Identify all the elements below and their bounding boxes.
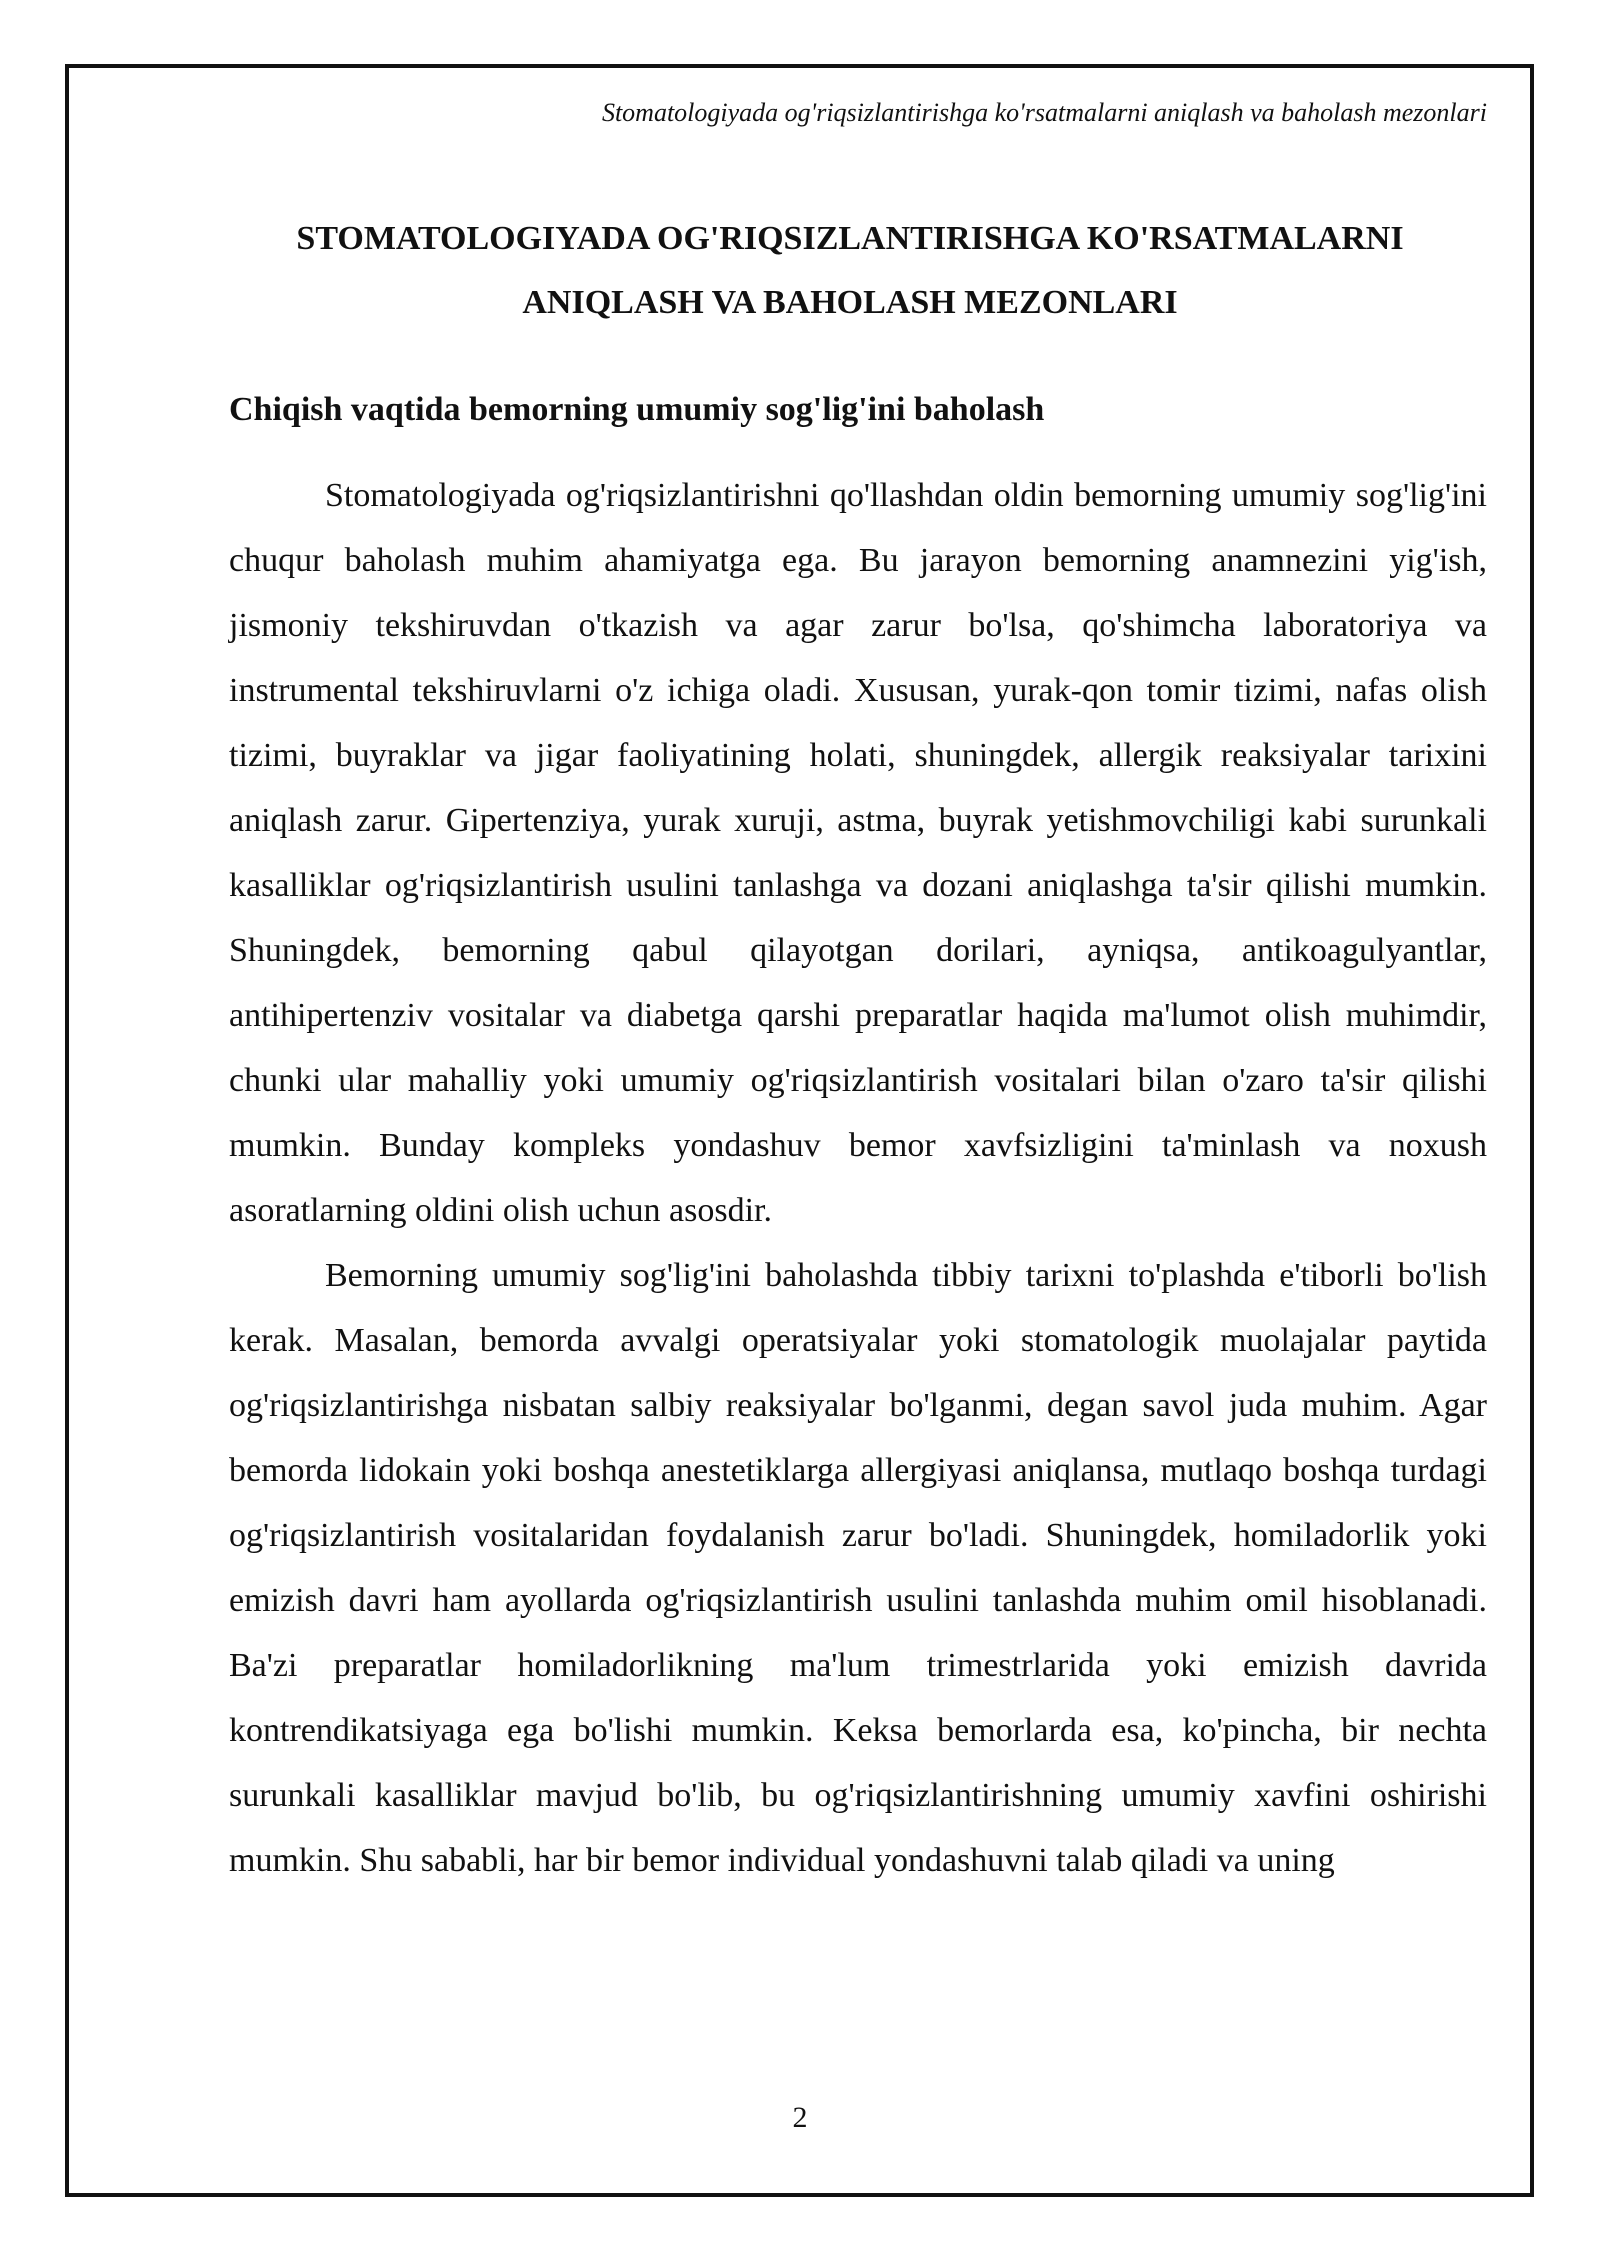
body-text bbox=[229, 463, 1487, 1893]
document-title bbox=[215, 207, 1485, 335]
paragraph: Bemorning umumiy sog'lig'ini baholashda tibbiy tarixni to'plashda e'tiborli bo'lish kerak. Masalan, bemorda avvalgi operatsiyalar yoki stomatologik muolajalar paytida og'riqsizlantirishga nisbatan salbiy reaksiyalar bo'lganmi, degan savol juda muhim. Agar bemorda lidokain yoki boshqa anestetiklarga allergiyasi aniqlansa, mutlaqo boshqa turdagi og'riqsizlantirish vositalaridan foydalanish zarur bo'ladi. Shuningdek, homiladorlik yoki emizish davri ham ayollarda og'riqsizlantirish usulini tanlashda muhim omil hisoblanadi. Ba'zi preparatlar homiladorlikning ma'lum trimestrlarida yoki emizish davrida kontrendikatsiyaga ega bo'lishi mumkin. Keksa bemorlarda esa, ko'pincha, bir nechta surunkali kasalliklar mavjud bo'lib, bu og'riqsizlantirishning umumiy xavfini oshirishi mumkin. Shu sababli, har bir bemor individual yondashuvni talab qiladi va uning bbox=[229, 1257, 1487, 1879]
document-title-line-1: STOMATOLOGIYADA OG'RIQSIZLANTIRISHGA KO'RSATMALARNI bbox=[296, 220, 1404, 257]
running-header: Stomatologiyada og'riqsizlantirishga ko'rsatmalarni aniqlash va baholash mezonlari bbox=[601, 98, 1487, 127]
page-number: 2 bbox=[792, 2101, 808, 2134]
paragraph: Stomatologiyada og'riqsizlantirishni qo'llashdan oldin bemorning umumiy sog'lig'ini chuqur baholash muhim ahamiyatga ega. Bu jarayon bemorning anamnezini yig'ish, jismoniy tekshiruvdan o'tkazish va agar zarur bo'lsa, qo'shimcha laboratoriya va instrumental tekshiruvlarni o'z ichiga oladi. Xususan, yurak-qon tomir tizimi, nafas olish tizimi, buyraklar va jigar faoliyatining holati, shuningdek, allergik reaksiyalar tarixini aniqlash zarur. Gipertenziya, yurak xuruji, astma, buyrak yetishmovchiligi kabi surunkali kasalliklar og'riqsizlantirish usulini tanlashga va dozani aniqlashga ta'sir qilishi mumkin. Shuningdek, bemorning qabul qilayotgan dorilari, ayniqsa, antikoagulyantlar, antihipertenziv vositalar va diabetga qarshi preparatlar haqida ma'lumot olish muhimdir, chunki ular mahalliy yoki umumiy og'riqsizlantirish vositalari bilan o'zaro ta'sir qilishi mumkin. Bunday kompleks yondashuv bemor xavfsizligini ta'minlash va noxush asoratlarning oldini olish uchun asosdir. bbox=[229, 477, 1487, 1229]
document-title-line-2: ANIQLASH VA BAHOLASH MEZONLARI bbox=[522, 284, 1178, 321]
section-heading: Chiqish vaqtida bemorning umumiy sog'lig'ini baholash bbox=[229, 391, 1045, 428]
